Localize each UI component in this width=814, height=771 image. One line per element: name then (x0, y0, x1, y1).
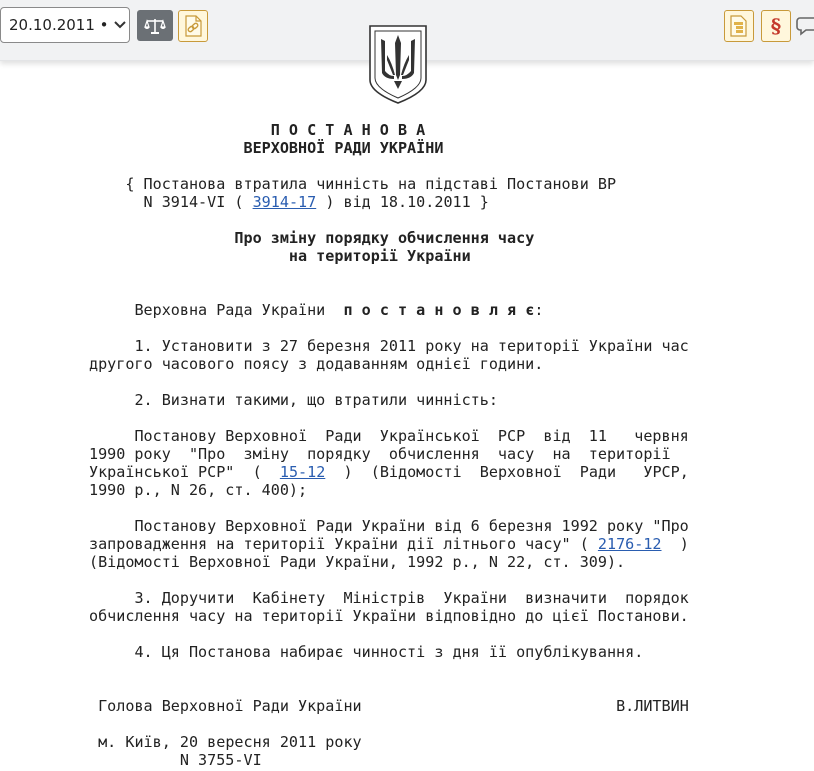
paragraph-icon: § (770, 14, 782, 38)
paragraph-4-line-2b: ) (679, 535, 689, 553)
document-number: N 3755-VI (179, 751, 262, 769)
status-note-line-2b: ) від 18.10.2011 } (325, 193, 489, 211)
scales-icon (144, 17, 166, 35)
signature-title: Голова Верховної Ради України (98, 697, 362, 715)
document-body (89, 121, 689, 769)
place-date: м. Київ, 20 вересня 2011 року (98, 733, 362, 751)
paragraph-3-line-1: Постанову Верховної Ради Української РСР від 11 червня (134, 427, 689, 445)
scales-button[interactable] (137, 10, 173, 41)
paragraph-3-line-3a: Української РСР" ( (89, 463, 262, 481)
chat-button[interactable] (796, 14, 814, 38)
paragraph-2: 2. Визнати такими, що втратили чинність: (134, 391, 498, 409)
intro-text: Верховна Рада України (134, 301, 326, 319)
date-select-value: 20.10.2011 • (9, 16, 109, 34)
intro-colon: : (534, 301, 544, 319)
paragraph-5-line-2: обчислення часу на території України відповідно до цієї Постанови. (89, 607, 689, 625)
intro-emphasis: п о с т а н о в л я є (343, 301, 535, 319)
paragraph-button[interactable] (761, 10, 791, 42)
status-link[interactable]: 3914-17 (252, 193, 317, 211)
law-link-2176-12[interactable]: 2176-12 (597, 535, 662, 553)
paragraph-5-line-1: 3. Доручити Кабінету Міністрів України визначити порядок (134, 589, 689, 607)
document-title: П О С Т А Н О В А (270, 121, 426, 139)
paragraph-4-line-2a: запровадження на території України дії літнього часу" ( (89, 535, 589, 553)
document-list-button[interactable] (724, 10, 754, 42)
document-heading-1: Про зміну порядку обчислення часу (234, 229, 535, 247)
date-select[interactable] (0, 7, 130, 43)
paragraph-6: 4. Ця Постанова набирає чинності з дня її опублікування. (134, 643, 644, 661)
paragraph-3-line-2: 1990 року "Про зміну порядку обчислення часу на території (89, 445, 671, 463)
link-button[interactable] (178, 10, 208, 42)
paragraph-1-line-2: другого часового поясу з додаванням однієї години. (89, 355, 544, 373)
status-note-line-1: { Постанова втратила чинність на підставі Постанови ВР (125, 175, 617, 193)
paragraph-1-line-1: 1. Установити з 27 березня 2011 року на території України час (134, 337, 689, 355)
paragraph-3-line-4: 1990 р., N 26, ст. 400); (89, 481, 308, 499)
document-list-icon (729, 15, 749, 37)
law-link-15-12[interactable]: 15-12 (279, 463, 326, 481)
document-heading-2: на території України (288, 247, 471, 265)
signature-name: В.ЛИТВИН (616, 697, 689, 715)
link-icon (183, 15, 203, 37)
document-title-sub: ВЕРХОВНОЇ РАДИ УКРАЇНИ (243, 139, 444, 157)
paragraph-3-line-3b: ) (Відомості Верховної Ради УРСР, (343, 463, 689, 481)
chevron-down-icon (111, 21, 129, 29)
status-note-line-2a: N 3914-VI ( (143, 193, 244, 211)
paragraph-4-line-1: Постанову Верховної Ради України від 6 березня 1992 року "Про (134, 517, 689, 535)
chat-icon (796, 14, 814, 38)
paragraph-4-line-3: (Відомості Верховної Ради України, 1992 р., N 22, ст. 309). (89, 553, 626, 571)
trident-emblem-icon (367, 23, 429, 105)
